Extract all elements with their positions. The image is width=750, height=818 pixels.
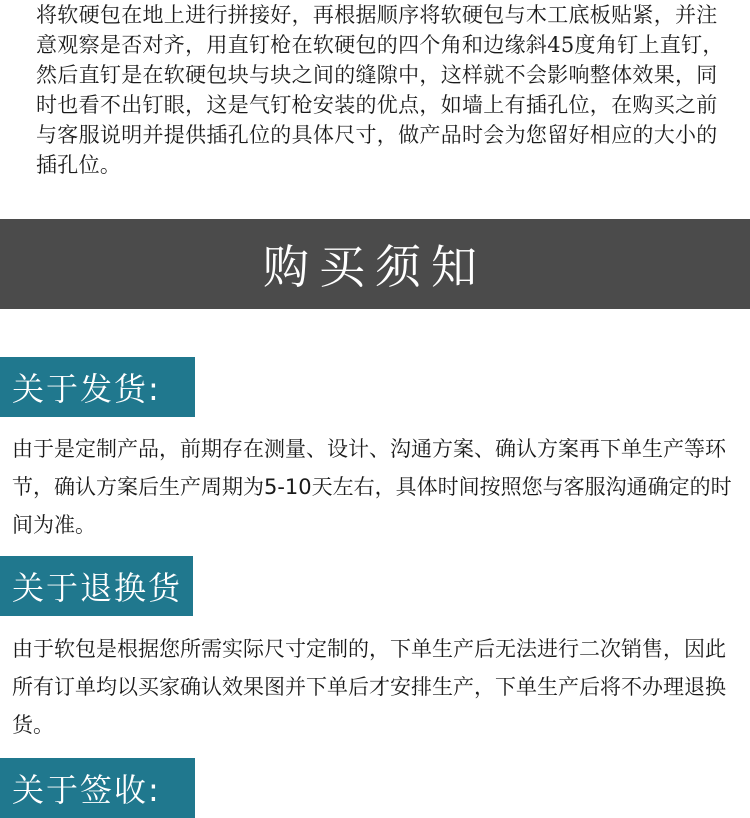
installation-paragraph: 将软硬包在地上进行拼接好，再根据顺序将软硬包与木工底板贴紧，并注意观察是否对齐，用直钉枪在软硬包的四个角和边缘斜45度角钉上直钉，然后直钉是在软硬包块与块之间的缝隙中，这样就不会影响整体效果，同时也看不出钉眼，这是气钉枪安装的优点，如墙上有插孔位，在购买之前与客服说明并提供插孔位的具体尺寸，做产品时会为您留好相应的大小的插孔位。	[36, 3, 724, 177]
section-heading-returns: 关于退换货	[0, 556, 193, 616]
shipping-paragraph: 由于是定制产品，前期存在测量、设计、沟通方案、确认方案再下单生产等环节，确认方案后生产周期为5-10天左右，具体时间按照您与客服沟通确定的时间为准。	[12, 437, 732, 537]
banner-title: 购买须知	[263, 240, 487, 294]
returns-paragraph: 由于软包是根据您所需实际尺寸定制的，下单生产后无法进行二次销售，因此所有订单均以买家确认效果图并下单后才安排生产，下单生产后将不办理退换货。	[12, 637, 726, 737]
section-heading-receipt: 关于签收:	[0, 758, 195, 818]
purchase-notice-banner	[0, 219, 750, 309]
section-heading-shipping: 关于发货:	[0, 357, 195, 417]
